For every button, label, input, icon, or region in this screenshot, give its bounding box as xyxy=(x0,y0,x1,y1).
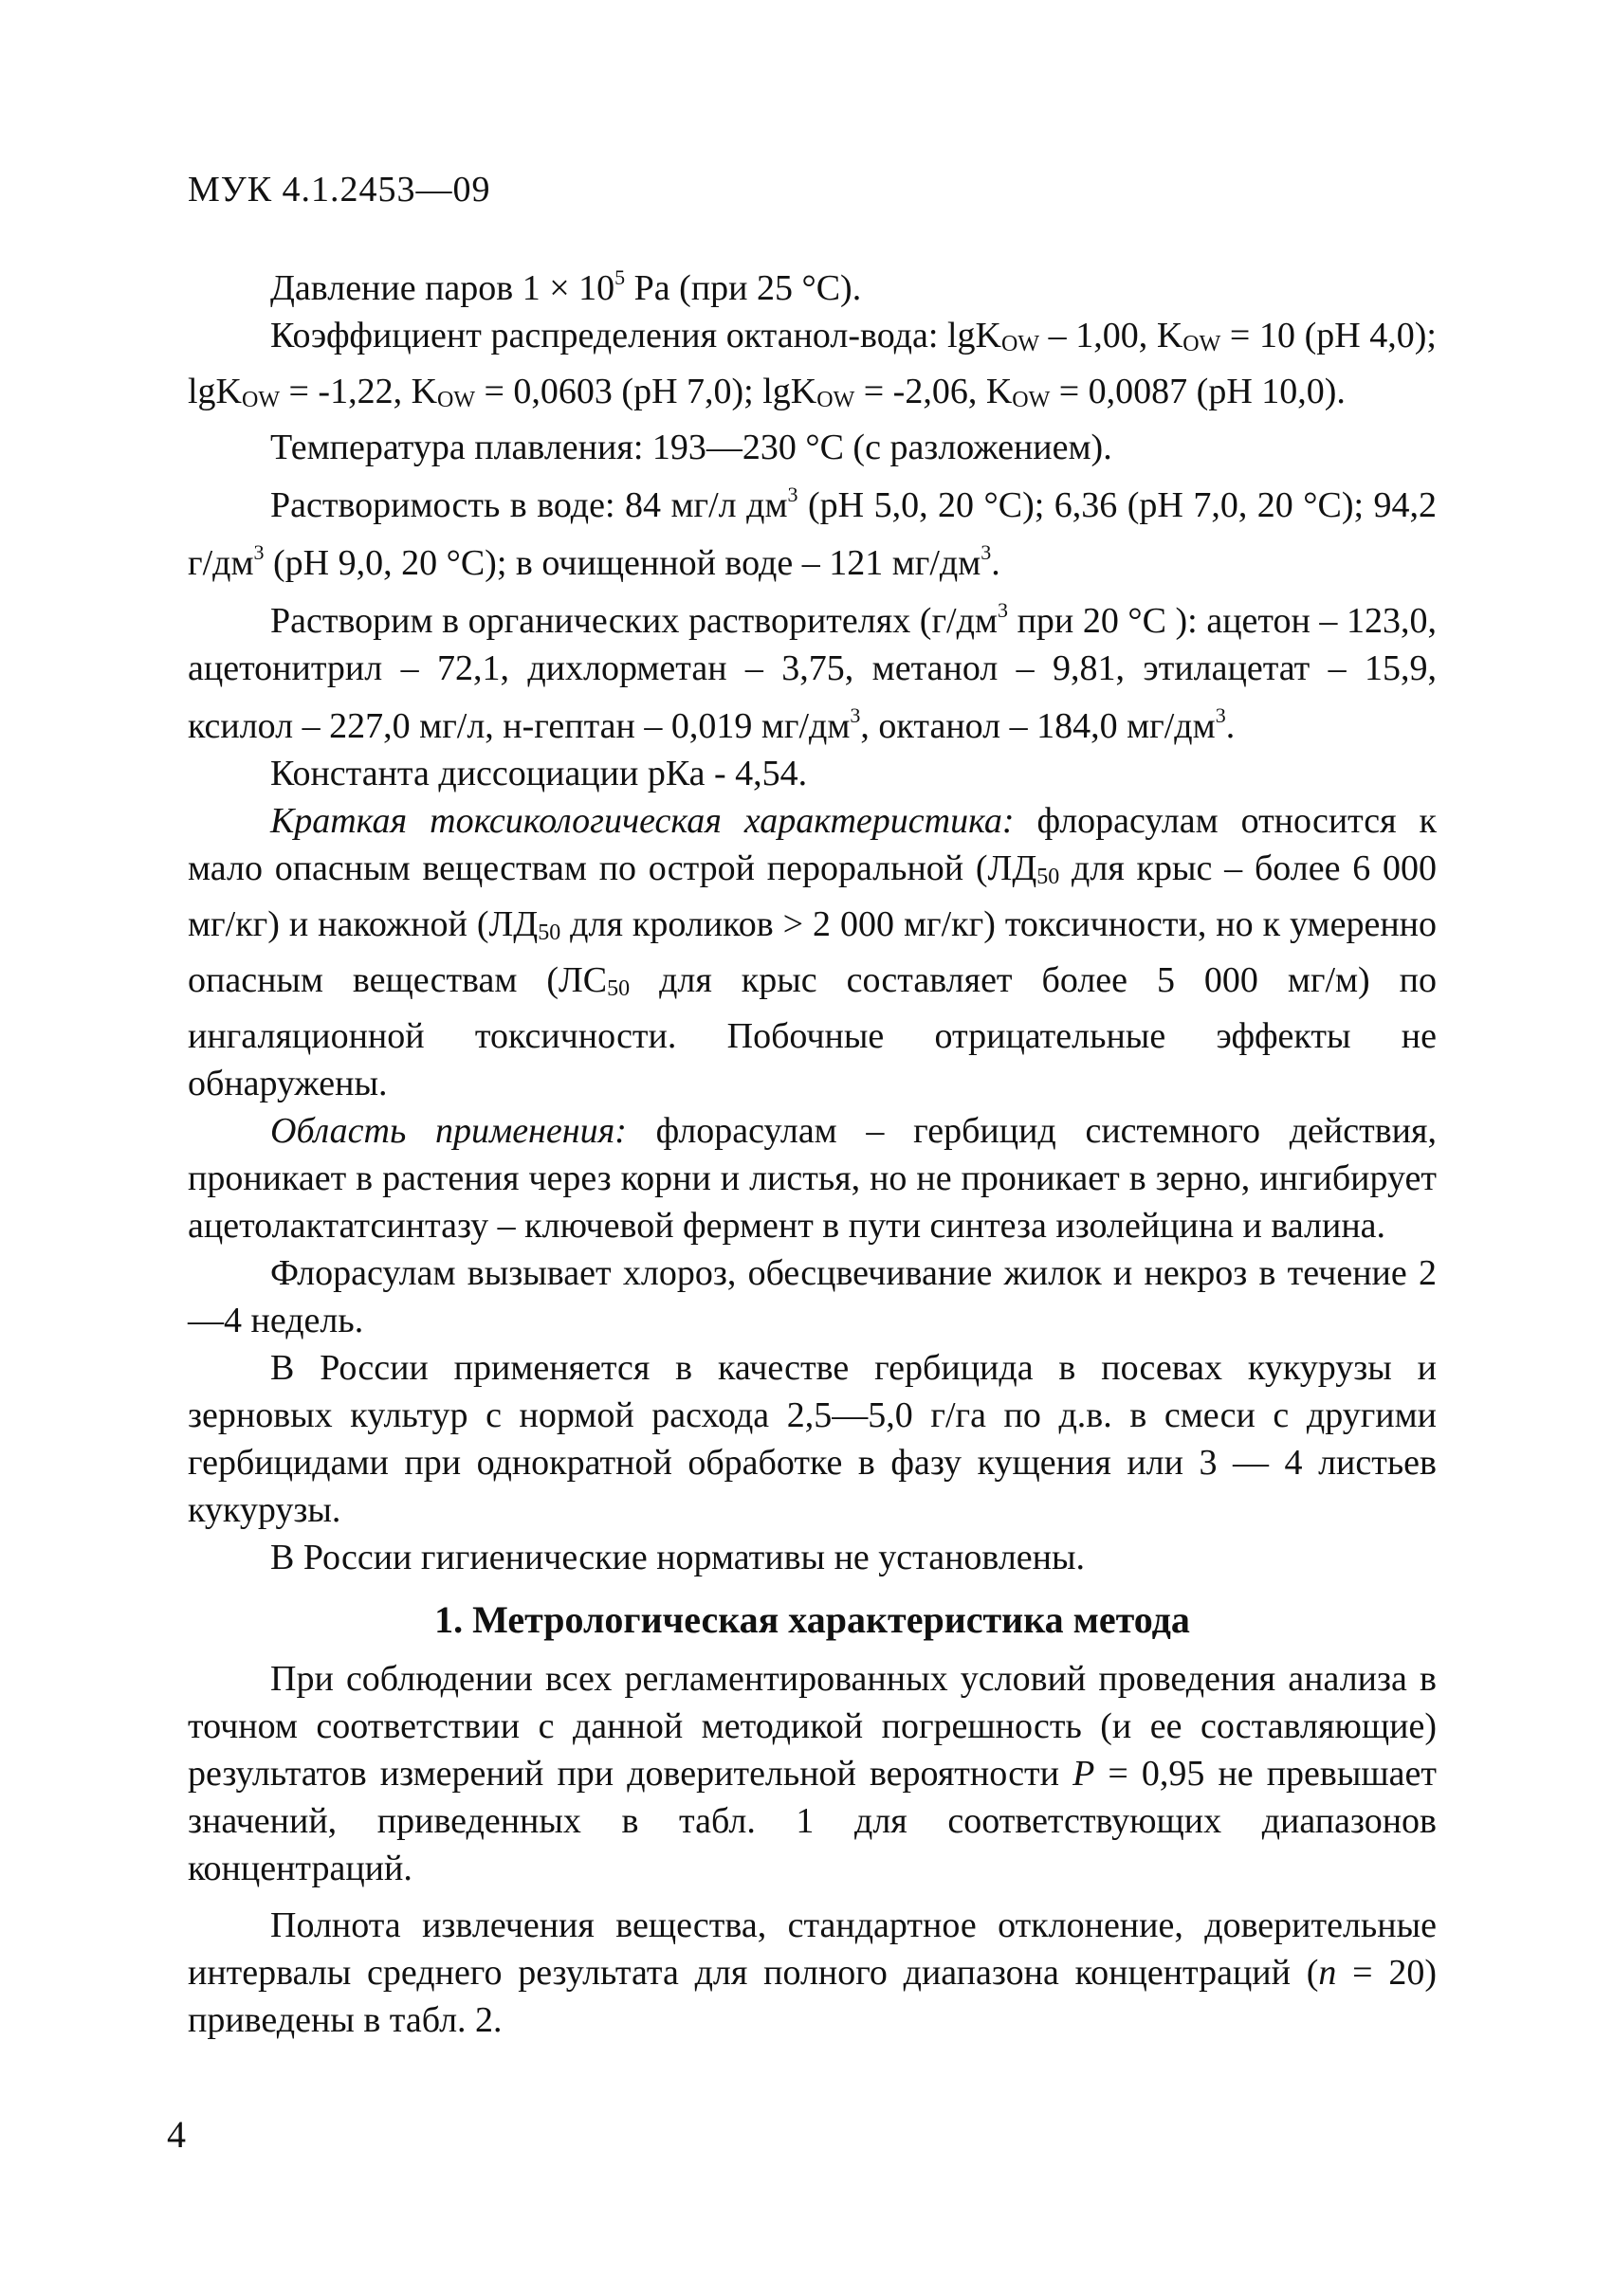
paragraph-melting-point xyxy=(270,424,1437,471)
text: для крыс составляет более 5 000 мг/м) по ингаляционной токсичности. Побочные отрицательные эффекты не обнаружены. xyxy=(188,960,1437,1103)
text: (рН 9,0, 20 °С); в очищенной воде – 121 мг/дм xyxy=(264,543,981,583)
page-number: 4 xyxy=(167,2113,186,2156)
text: В России гигиенические нормативы не установлены. xyxy=(270,1538,1086,1577)
italic-variable: P xyxy=(1072,1754,1095,1794)
superscript: 3 xyxy=(1215,703,1226,727)
superscript: 3 xyxy=(850,703,861,727)
text: = 0,0087 (pH 10,0). xyxy=(1050,372,1346,411)
superscript: 3 xyxy=(981,540,992,564)
text: для крыс – более 6 000 мг/кг) и накожной (ЛД xyxy=(188,848,1437,944)
subscript: OW xyxy=(1001,332,1039,356)
paragraph-hygiene-norms xyxy=(270,1534,1437,1581)
text: Растворимость в воде: 84 мг/л дм xyxy=(270,485,788,525)
text: Ра (при 25 °С). xyxy=(625,268,862,308)
text: Температура плавления: 193—230 °С (с разложением). xyxy=(270,428,1112,467)
document-body xyxy=(188,254,1438,2044)
italic-label: Область применения: xyxy=(270,1111,627,1151)
text: (рН 5,0, 20 °С); 6,36 (рН 7,0, 20 °С); 94,2 г/дм xyxy=(188,485,1438,583)
superscript: 3 xyxy=(997,598,1008,622)
superscript: 3 xyxy=(787,483,798,506)
paragraph-water-solubility xyxy=(188,471,1437,587)
text: . xyxy=(1225,706,1236,746)
paragraph-organic-solubility xyxy=(188,587,1437,750)
text: = 20) приведены в табл. 2. xyxy=(188,1953,1437,2040)
text: = 0,0603 (pH 7,0); lgK xyxy=(475,372,817,411)
text: Флорасулам вызывает хлороз, обесцвечивание жилок и некроз в течение 2—4 недель. xyxy=(188,1253,1437,1340)
subscript: OW xyxy=(437,388,475,412)
italic-label: Краткая токсикологическая характеристика: xyxy=(270,801,1015,841)
text: при 20 °С ): ацетон – 123,0, ацетонитрил – 72,1, дихлорметан – 3,75, метанол – 9,81, этилацетат – 15,9, ксилол – 227,0 мг/л, н-гептан – 0,019 мг/дм xyxy=(188,601,1437,746)
text: Коэффициент распределения октанол-вода: lgK xyxy=(270,316,1002,355)
document-code-header: МУК 4.1.2453—09 xyxy=(188,170,491,210)
subscript: 50 xyxy=(607,976,631,1001)
text: Растворим в органических растворителях (г/дм xyxy=(270,601,998,641)
text: = 0,95 не превышает значений, приведенных в табл. 1 для соответствующих диапазонов концентраций. xyxy=(188,1754,1437,1888)
subscript: OW xyxy=(816,388,855,412)
text: . xyxy=(991,543,1000,583)
italic-variable: n xyxy=(1318,1953,1337,1993)
superscript: 3 xyxy=(253,540,265,564)
paragraph-effects xyxy=(188,1249,1437,1344)
paragraph-metrology-2 xyxy=(188,1902,1437,2044)
text: В России применяется в качестве гербицида в посевах кукурузы и зерновых культур с нормой расхода 2,5—5,0 г/га по д.в. в смеси с другими гербицидами при однократной обработке в фазу кущения или 3 — 4 листьев кукурузы. xyxy=(188,1348,1437,1530)
text: флорасулам относится к мало опасным веществам по острой пероральной (ЛД xyxy=(188,801,1438,888)
text: флорасулам – гербицид системного действия, проникает в растения через корни и листья, но не проникает в зерно, ингибирует ацетолактатсинтазу – ключевой фермент в пути синтеза изолейцина и валина. xyxy=(188,1111,1437,1246)
paragraph-vapor-pressure xyxy=(270,254,1437,312)
paragraph-partition-coefficient xyxy=(188,312,1437,424)
text: , октанол – 184,0 мг/дм xyxy=(860,706,1216,746)
paragraph-toxicology xyxy=(188,797,1437,1107)
paragraph-application xyxy=(188,1107,1437,1249)
text: = -1,22, K xyxy=(279,372,438,411)
subscript: 50 xyxy=(538,920,561,945)
text: Константа диссоциации рКа - 4,54. xyxy=(270,754,808,793)
subscript: OW xyxy=(1012,388,1051,412)
text: = -2,06, K xyxy=(854,372,1013,411)
paragraph-usage-russia xyxy=(188,1344,1437,1534)
subscript: OW xyxy=(242,388,280,412)
text: – 1,00, K xyxy=(1039,316,1183,355)
paragraph-metrology-1 xyxy=(188,1655,1437,1892)
subscript: 50 xyxy=(1036,865,1060,889)
superscript: 5 xyxy=(614,265,626,289)
text: Давление паров 1 × 10 xyxy=(270,268,615,308)
text: При соблюдении всех регламентированных условий проведения анализа в точном соответствии с данной методикой погрешность (и ее составляющие) результатов измерений при доверительной вероятности xyxy=(188,1659,1437,1794)
text: для кроликов > 2 000 мг/кг) токсичности, но к умеренно опасным веществам (ЛС xyxy=(188,904,1437,1000)
paragraph-dissociation-constant xyxy=(270,750,1437,797)
text: Полнота извлечения вещества, стандартное отклонение, доверительные интервалы среднего результата для полного диапазона концентраций ( xyxy=(188,1905,1437,1993)
section-heading: 1. Метрологическая характеристика метода xyxy=(434,1598,1190,1641)
subscript: OW xyxy=(1182,332,1221,356)
text: = 10 (pH 4,0); lgK xyxy=(188,316,1437,411)
